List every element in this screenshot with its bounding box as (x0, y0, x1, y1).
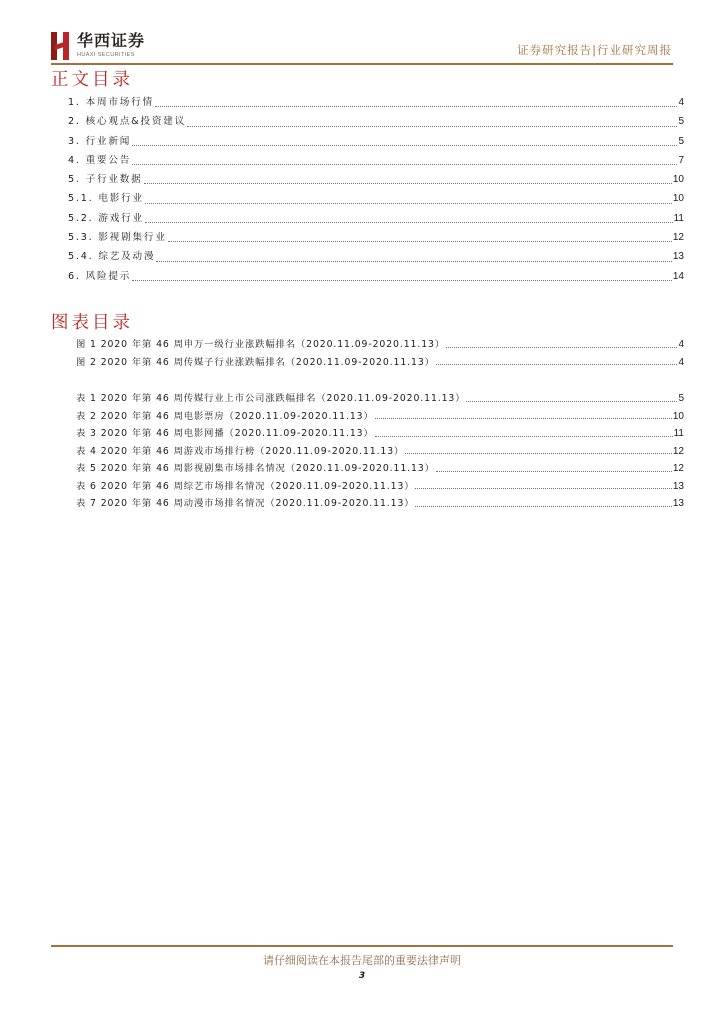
dot-leader (446, 346, 677, 348)
company-logo (51, 32, 145, 60)
figures-title: 图表目录 (51, 313, 133, 333)
table-entry-page: 10 (672, 410, 684, 422)
table-entry-label: 表 4 2020 年第 46 周游戏市场排行榜（2020.11.09-2020.11.13） (76, 445, 405, 457)
toc-entry[interactable] (68, 113, 684, 132)
report-type: 证券研究报告|行业研究周报 (517, 43, 672, 57)
dot-leader (132, 144, 677, 146)
header-divider (51, 63, 673, 65)
table-entry-label: 表 5 2020 年第 46 周影视剧集市场排名情况（2020.11.09-2020.11.13） (76, 463, 435, 474)
dot-leader (145, 221, 673, 223)
toc-entry[interactable] (68, 171, 684, 190)
dot-leader (187, 125, 677, 127)
table-entry[interactable] (76, 408, 684, 426)
huaxi-logo-icon (51, 32, 71, 60)
toc-title: 正文目录 (51, 70, 133, 90)
chart-entry[interactable] (76, 336, 684, 354)
table-entry[interactable] (76, 425, 684, 443)
table-entry-page: 5 (678, 393, 684, 404)
chart-entry-page: 4 (678, 356, 684, 368)
toc-entry[interactable] (68, 210, 684, 229)
dot-leader (144, 182, 672, 184)
dot-leader (145, 202, 672, 204)
dot-leader (415, 487, 671, 489)
dot-leader (132, 279, 672, 281)
toc-entry-label: 5.3. 影视剧集行业 (68, 232, 167, 244)
toc-entry-page: 13 (672, 251, 684, 263)
table-entry[interactable] (76, 495, 684, 513)
toc-entry-label: 5.1. 电影行业 (68, 193, 144, 205)
table-entry-label: 表 1 2020 年第 46 周传媒行业上市公司涨跌幅排名（2020.11.09-2020.11.13） (76, 393, 466, 404)
table-entry-label: 表 6 2020 年第 46 周综艺市场排名情况（2020.11.09-2020.11.13） (76, 480, 415, 492)
page-number: 3 (358, 971, 366, 981)
legal-notice: 请仔细阅读在本报告尾部的重要法律声明 (263, 954, 461, 967)
dot-leader (405, 452, 672, 454)
chart-entry-label: 图 2 2020 年第 46 周传媒子行业涨跌幅排名（2020.11.09-2020.11.13） (76, 356, 435, 368)
dot-leader (375, 417, 672, 419)
chart-entry-label: 图 1 2020 年第 46 周申万一级行业涨跌幅排名（2020.11.09-2020.11.13） (76, 339, 446, 350)
table-entry-page: 12 (672, 463, 684, 474)
toc-list (68, 94, 684, 287)
footer-divider (51, 945, 673, 947)
toc-entry-page: 4 (678, 97, 684, 108)
toc-entry-page: 10 (672, 174, 684, 186)
logo-english-name: HUAXI SECURITIES (77, 52, 135, 58)
dot-leader (168, 240, 672, 242)
table-entry[interactable] (76, 478, 684, 496)
dot-leader (132, 163, 677, 165)
toc-entry-label: 5.4. 综艺及动漫 (68, 251, 156, 263)
toc-entry[interactable] (68, 94, 684, 113)
table-entry-page: 13 (672, 480, 684, 492)
table-entry[interactable] (76, 460, 684, 478)
chart-entry[interactable] (76, 354, 684, 372)
toc-entry-page: 5 (678, 116, 684, 128)
dot-leader (436, 470, 672, 472)
table-entry-page: 11 (673, 428, 684, 439)
dot-leader (375, 435, 673, 437)
toc-entry[interactable] (68, 229, 684, 248)
table-entry[interactable] (76, 390, 684, 408)
toc-entry-label: 6. 风险提示 (68, 270, 132, 282)
toc-entry[interactable] (68, 248, 684, 267)
toc-entry[interactable] (68, 152, 684, 171)
toc-entry-page: 10 (672, 193, 684, 205)
chart-entry-page: 4 (678, 339, 684, 350)
toc-entry-label: 3. 行业新闻 (68, 135, 132, 147)
toc-entry-page: 5 (678, 135, 684, 147)
toc-entry-page: 14 (672, 270, 684, 282)
chart-list (76, 336, 684, 371)
toc-entry-page: 7 (678, 154, 684, 166)
toc-entry-label: 5.2. 游戏行业 (68, 212, 144, 224)
dot-leader (466, 400, 677, 402)
dot-leader (436, 363, 678, 365)
toc-entry[interactable] (68, 190, 684, 209)
toc-entry-page: 11 (673, 212, 684, 224)
table-entry-label: 表 2 2020 年第 46 周电影票房（2020.11.09-2020.11.13） (76, 410, 374, 422)
toc-entry-label: 2. 核心观点&投资建议 (68, 116, 187, 128)
table-entry-page: 13 (672, 498, 684, 509)
toc-entry-label: 4. 重要公告 (68, 154, 132, 166)
dot-leader (155, 105, 677, 107)
toc-entry[interactable] (68, 268, 684, 287)
dot-leader (156, 260, 672, 262)
toc-entry[interactable] (68, 133, 684, 152)
toc-entry-page: 12 (672, 232, 684, 244)
logo-name: 华西证券 (77, 31, 146, 50)
table-entry[interactable] (76, 443, 684, 461)
table-entry-label: 表 7 2020 年第 46 周动漫市场排名情况（2020.11.09-2020.11.13） (76, 498, 415, 509)
table-entry-label: 表 3 2020 年第 46 周电影网播（2020.11.09-2020.11.13） (76, 428, 374, 439)
toc-entry-label: 1. 本周市场行情 (68, 97, 154, 108)
table-list (76, 390, 684, 513)
toc-entry-label: 5. 子行业数据 (68, 174, 143, 186)
dot-leader (415, 505, 671, 507)
table-entry-page: 12 (672, 445, 684, 457)
